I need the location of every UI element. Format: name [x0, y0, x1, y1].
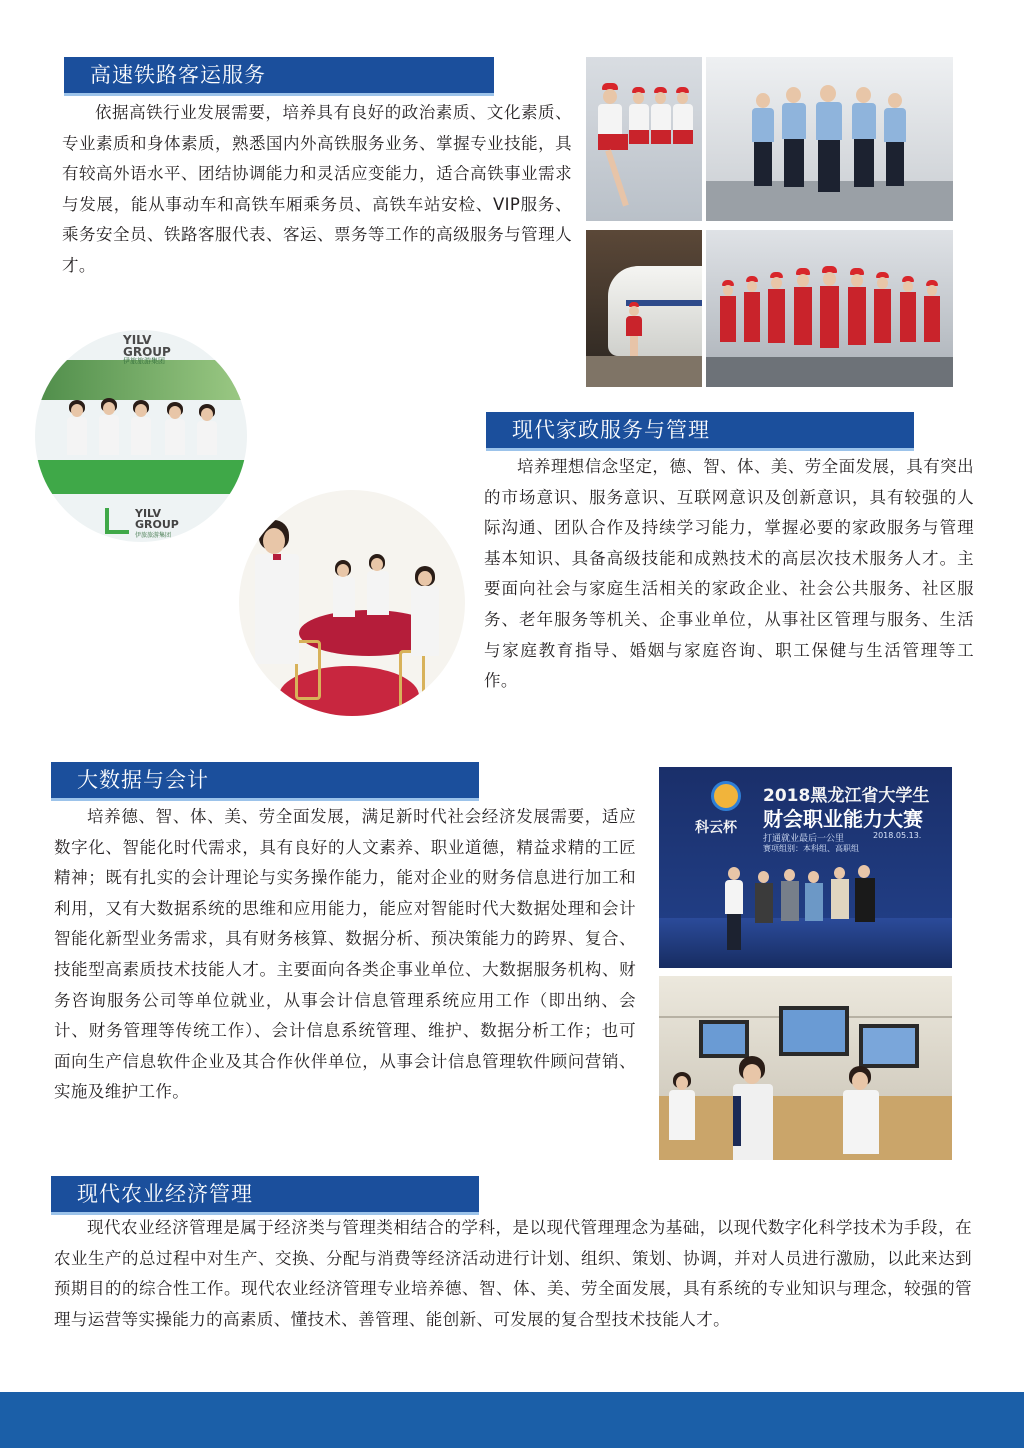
contest-subtitle: 打通就业最后一公里 — [763, 834, 845, 844]
photo-rail-team-red — [706, 230, 953, 387]
contest-date: 2018.05.13. — [873, 831, 922, 840]
yilv-logo-bottom-cn: 伊旅旅游集团 — [135, 532, 172, 539]
photo-circle-dining-service — [236, 487, 468, 719]
contest-brand-label: 科云杯 — [695, 820, 737, 836]
photo-circle-yilv-booth — [32, 327, 250, 545]
section-title-agri: 现代农业经济管理 — [51, 1176, 479, 1212]
photo-rail-attendants-seated — [586, 57, 702, 221]
section-title-bigdata: 大数据与会计 — [51, 762, 479, 798]
contest-logo-icon — [711, 781, 741, 811]
section-body-housekeeping: 培养理想信念坚定，德、智、体、美、劳全面发展，具有突出的市场意识、服务意识、互联网意识及创新意识，具有较强的人际沟通、团队合作及持续学习能力，掌握必要的家政服务与管理基本知识、具备高级技能和成熟技术的高层次技术服务人才。主要面向社会与家庭生活相关的家政企业、社会公共服务、社区服务、老年服务等机关、企事业单位，从事社区管理与服务、生活与家庭教育指导、婚姻与家庭咨询、职工保健与生活管理等工作。 — [484, 457, 974, 691]
photo-rail-train-platform — [586, 230, 702, 387]
photo-rail-security-staff — [706, 57, 953, 221]
yilv-logo-bottom: YILV GROUP — [135, 507, 179, 531]
section-title-housekeeping: 现代家政服务与管理 — [486, 412, 914, 448]
section-body-bigdata: 培养德、智、体、美、劳全面发展，满足新时代社会经济发展需要，适应数字化、智能化时代需求，具有良好的人文素养、职业道德，精益求精的工匠精神；既有扎实的会计理论与实务操作能力，能对企业的财务信息进行加工和利用，又有大数据系统的思维和应用能力，能应对智能时代大数据处理和会计智能化新型业务需求，具有财务核算、数据分析、预决策能力的跨界、复合、技能型高素质技术技能人才。主要面向各类企事业单位、大数据服务机构、财务咨询服务公司等单位就业，从事会计信息管理系统应用工作（即出纳、会计、财务管理等传统工作）、会计信息系统管理、维护、数据分析工作；也可面向生产信息软件企业及其合作伙伴单位，从事会计信息管理软件顾问营销、实施及维护工作。 — [54, 807, 636, 1102]
section-body-rail: 依据高铁行业发展需要，培养具有良好的政治素质、文化素质、专业素质和身体素质，熟悉国内外高铁服务业务、掌握专业技能，具有较高外语水平、团结协调能力和灵活应变能力，适合高铁事业需求与发展，能从事动车和高铁车厢乘务员、高铁车站安检、VIP服务、乘务安全员、铁路客服代表、客运、票务等工作的高级服务与管理人才。 — [62, 103, 572, 275]
yilv-logo-top-cn: 伊旅旅游集团 — [123, 357, 165, 365]
section-title-rail: 高速铁路客运服务 — [64, 57, 494, 93]
contest-title-line1: 2018黑龙江省大学生 — [763, 786, 930, 806]
yilv-logo-top: YILV GROUP — [123, 333, 171, 359]
contest-groups: 赛项组别：本科组、高职组 — [763, 844, 859, 853]
section-body-agri: 现代农业经济管理是属于经济类与管理类相结合的学科，是以现代管理理念为基础，以现代数字化科学技术为手段，在农业生产的总过程中对生产、交换、分配与消费等经济活动进行计划、组织、策划、协调，并对人员进行激励，以此来达到预期目的的综合性工作。现代农业经济管理专业培养德、智、体、美、劳全面发展，具有系统的专业知识与理念，较强的管理与运营等实操能力的高素质、懂技术、善管理、能创新、可发展的复合型技术技能人才。 — [54, 1218, 972, 1329]
footer-band — [0, 1392, 1024, 1448]
photo-bigdata-computer-lab — [659, 976, 952, 1160]
photo-bigdata-contest-stage — [659, 767, 952, 968]
contest-title-line2: 财会职业能力大赛 — [763, 807, 923, 831]
